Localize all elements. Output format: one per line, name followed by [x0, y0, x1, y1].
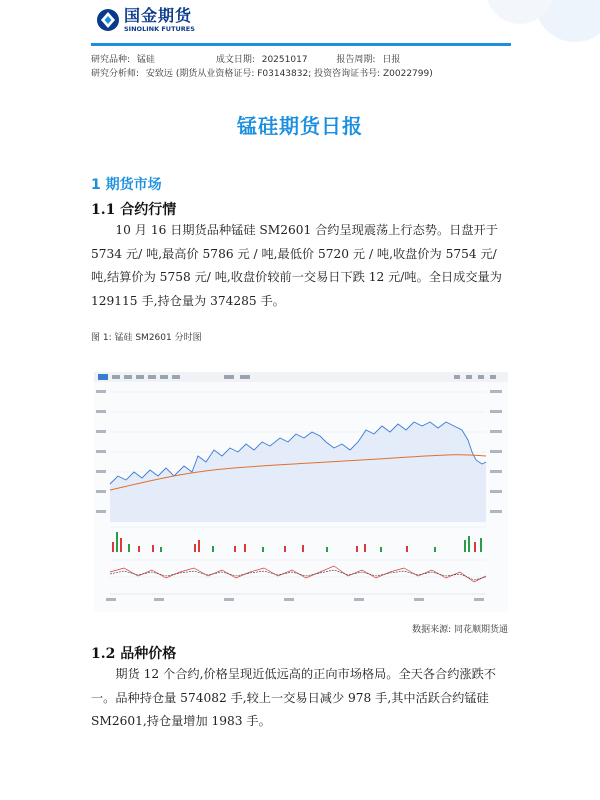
- analyst-label: 研究分析师:: [91, 69, 140, 79]
- logo-cn-text: 国金期货: [124, 6, 193, 25]
- section-heading-futures-market: 1 期货市场: [91, 177, 162, 193]
- price-paragraph: 期货 12 个合约,价格呈现近低远高的正向市场格局。全天各合约涨跌不一。品种持仓量 574082 手,较上一交易日减少 978 手,其中活跃合约锰硅 SM2601,持仓量增加 1983 手。: [91, 667, 496, 728]
- intraday-chart-image: [94, 372, 508, 612]
- header-divider: [91, 43, 511, 46]
- contract-paragraph: 10 月 16 日期货品种锰硅 SM2601 合约呈现震荡上行态势。日盘开于 5734 元/ 吨,最高价 5786 元 / 吨,最低价 5720 元 / 吨,收盘价为 5754 元/吨,结算价为 5758 元/ 吨,收盘价较前一交易日下跌 12 元/吨。全日成交量为 129115 手,持仓量为 374285 手。: [91, 223, 502, 308]
- subsection-heading-price: 1.2 品种价格: [91, 646, 177, 662]
- logo-mark-icon: [96, 8, 120, 32]
- figure-caption: 图 1: 锰硅 SM2601 分时图: [91, 333, 202, 343]
- report-meta-row-1: [91, 52, 400, 65]
- date-label: 成文日期:: [215, 55, 255, 65]
- data-source: 数据来源: 同花顺期货通: [412, 625, 508, 635]
- subsection-heading-contract: 1.1 合约行情: [91, 202, 177, 218]
- price-area: [110, 422, 486, 522]
- date-value: 20251017: [261, 55, 308, 65]
- report-title: 锰硅期货日报: [237, 114, 363, 138]
- period-value: 日报: [382, 55, 401, 65]
- report-meta-row-2: [91, 66, 433, 79]
- company-logo: [96, 8, 195, 33]
- analyst-license: (期货从业资格证号: F03143832; 投资咨询证书号: Z0022799): [175, 69, 433, 79]
- volume-bars: [112, 532, 482, 552]
- analyst-name: 安致远: [145, 69, 173, 79]
- variety-value: 锰硅: [136, 55, 155, 65]
- variety-label: 研究品种:: [91, 55, 131, 65]
- period-label: 报告周期:: [336, 55, 376, 65]
- logo-en-text: SINOLINK FUTURES: [124, 25, 195, 33]
- header-decoration: [400, 0, 600, 46]
- indicator-line-2: [110, 570, 486, 580]
